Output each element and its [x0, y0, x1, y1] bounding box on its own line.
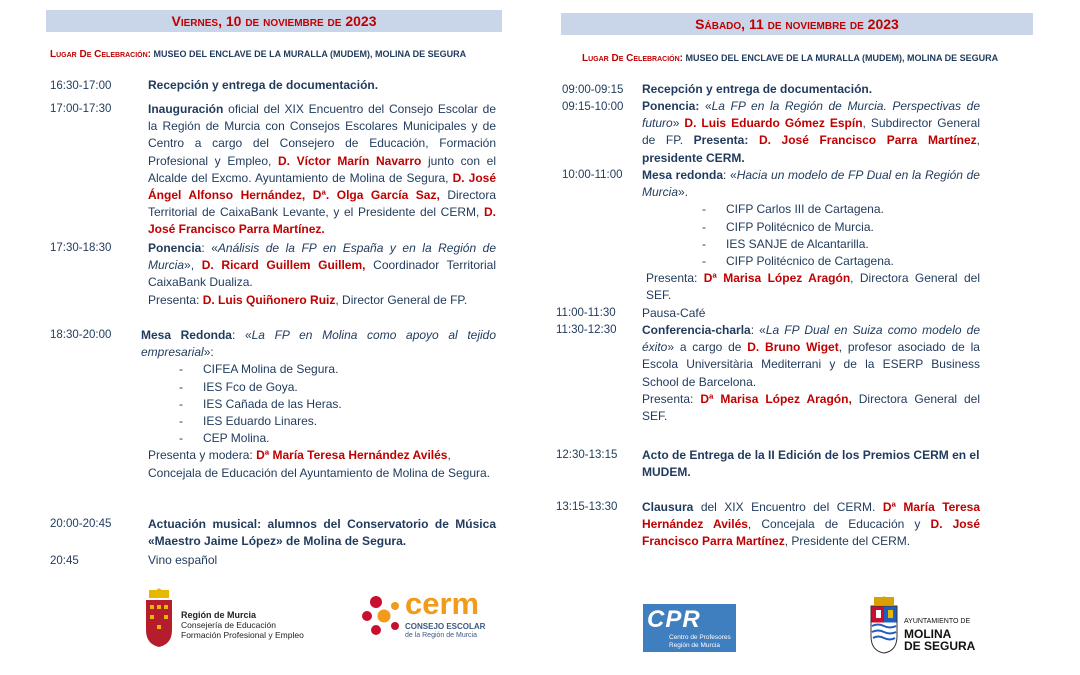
speaker-name: D. José Francisco Parra Martínez. — [148, 205, 496, 237]
time-slot: 09:15-10:00 — [562, 101, 624, 113]
time-slot: 16:30-17:00 — [50, 80, 112, 92]
time-slot: 20:00-20:45 — [50, 518, 112, 530]
saturday-venue — [582, 53, 998, 64]
time-slot: 20:45 — [50, 555, 79, 567]
agenda-item: Ponencia: «Análisis de la FP en España y en la Región de Murcia», D. Ricard Guillem Guillem, Coordinador Territorial CaixaBank Dualiza. Presenta: D. Luis Quiñonero Ruiz, Director General de FP. — [148, 240, 496, 309]
speaker-name: D. José Francisco Parra Martínez — [758, 133, 977, 148]
time-slot: 17:00-17:30 — [50, 103, 112, 115]
cpr-logo-line: Región de Murcia — [669, 642, 720, 649]
agenda-item: Vino español — [148, 553, 218, 567]
friday-venue — [50, 49, 466, 60]
venue-value: MUSEO DEL ENCLAVE DE LA MURALLA (MUDEM), MOLINA DE SEGURA — [151, 49, 467, 59]
cpr-logo — [643, 604, 736, 652]
agenda-item — [148, 77, 496, 94]
agenda-item: Acto de Entrega de la II Edición de los Premios CERM en el MUDEM. — [642, 448, 980, 480]
cerm-logo-line: CONSEJO ESCOLAR — [405, 622, 486, 631]
school-list — [642, 201, 980, 270]
speaker-name: D. Bruno Wiget — [747, 340, 839, 355]
presenter-line: Presenta: Dª Marisa López Aragón, Directora General del SEF. — [642, 391, 981, 424]
presenter-line: Presenta: D. Luis Quiñonero Ruiz, Director General de FP. — [148, 292, 468, 307]
cpr-logo-line: Centro de Profesores — [669, 634, 731, 641]
list-item: - CIFEA Molina de Segura. — [179, 362, 339, 377]
murcia-shield-icon — [143, 588, 175, 648]
agenda-item: Conferencia-charla: «La FP Dual en Suiza como modelo de éxito» a cargo de D. Bruno Wiget, profesor asociado de la Escola Universitària Mediterrani y de la ESERP Business School de Barcelona. Presenta: Dª Marisa López Aragón, Directora General del SEF. — [642, 322, 980, 425]
saturday-header: Sábado, 11 de noviembre de 2023 — [561, 13, 1033, 35]
cerm-wordmark: cerm — [405, 586, 480, 621]
time-slot: 10:00-11:00 — [562, 169, 623, 181]
speaker-name: D. José Ángel Alfonso Hernández, Dª. Olga García Saz, — [148, 170, 497, 203]
agenda-item: Recepción y entrega de documentación. — [642, 82, 873, 96]
region-murcia-logo — [143, 588, 313, 648]
list-item: - CIFP Politécnico de Murcia. — [702, 219, 874, 234]
cerm-logo — [362, 586, 494, 642]
molina-logo-line: AYUNTAMIENTO DE — [904, 618, 971, 625]
presenter-line: Presenta: Dª Marisa López Aragón, Directora General del SEF. — [646, 271, 980, 303]
time-slot: 17:30-18:30 — [50, 242, 112, 254]
agenda-item: Ponencia: «La FP en la Región de Murcia. Perspectivas de futuro» D. Luis Eduardo Gómez Espín, Subdirector General de FP. Presenta: D. José Francisco Parra Martínez, presidente CERM. — [642, 99, 981, 165]
speaker-name: D. José Francisco Parra Martínez — [642, 517, 980, 549]
agenda-item: Mesa Redonda: «La FP en Molina como apoyo al tejido empresarial»: - CIFEA Molina de Segura. - IES Fco de Goya. - IES Cañada de las Heras. - IES Eduardo Linares. - CEP Molina. Presenta y modera: Dª María Teresa Hernández Avilés, Concejala de Educación del Ayuntamiento de Molina de Segura. — [141, 327, 496, 482]
cpr-wordmark: CPR — [647, 606, 701, 633]
list-item: - CIFP Carlos III de Cartagena. — [702, 202, 884, 217]
time-slot: 11:00-11:30 — [556, 307, 616, 319]
murcia-logo-title: Región de Murcia — [181, 610, 257, 620]
time-slot: 18:30-20:00 — [50, 329, 112, 341]
list-item: - IES Eduardo Linares. — [179, 414, 318, 429]
molina-logo — [868, 596, 978, 654]
agenda-item: Pausa-Café — [642, 306, 706, 320]
list-item: - IES Fco de Goya. — [179, 379, 298, 394]
list-item: - IES Cañada de las Heras. — [179, 396, 342, 411]
murcia-logo-line: Formación Profesional y Empleo — [181, 630, 304, 640]
agenda-item: Mesa redonda: «Hacia un modelo de FP Dual en la Región de Murcia». - CIFP Carlos III de Cartagena. - CIFP Politécnico de Murcia. - IES SANJE de Alcantarilla. - CIFP Politécnico de Cartagena. Presenta: Dª Marisa López Aragón, Directora General del SEF. — [642, 167, 980, 305]
presenter-line: Presenta y modera: Dª María Teresa Hernández Avilés, Concejala de Educación del Ayuntamiento de Molina de Segura. — [148, 448, 491, 480]
list-item: - CIFP Politécnico de Cartagena. — [702, 254, 894, 269]
molina-shield-icon — [868, 596, 900, 654]
murcia-logo-line: Consejería de Educación — [181, 620, 276, 630]
venue-label: Lugar De Celebración: — [582, 53, 683, 64]
speaker-name: D. Luis Eduardo Gómez Espín — [684, 116, 863, 131]
cerm-logo-line: de la Región de Murcia — [405, 632, 477, 639]
agenda-item: Actuación musical: alumnos del Conservatorio de Música «Maestro Jaime López» de Molina de Segura. — [148, 517, 496, 549]
speaker-name: Dª María Teresa Hernández Avilés — [642, 500, 980, 532]
item-title: Recepción y entrega de documentación. — [148, 78, 379, 92]
venue-label: Lugar De Celebración: — [50, 49, 151, 60]
speaker-name: D. Ricard Guillem Guillem, — [201, 258, 366, 273]
friday-header: Viernes, 10 de noviembre de 2023 — [46, 10, 502, 32]
school-list — [141, 361, 496, 447]
agenda-item: Inauguración oficial del XIX Encuentro del Consejo Escolar de la Región de Murcia con Consejos Escolares Municipales y de Centro a cargo del Consejero de Educación, Formación Profesional y Empleo, D. Víctor Marín Navarro junto con el Alcalde del Excmo. Ayuntamiento de Molina de Segura, D. José Ángel Alfonso Hernández, Dª. Olga García Saz, Directora Territorial de CaixaBank Levante, y el Presidente del CERM, D. José Francisco Parra Martínez. — [148, 102, 497, 237]
agenda-item: Clausura del XIX Encuentro del CERM. Dª María Teresa Hernández Avilés, Concejala de Educación y D. José Francisco Parra Martínez, Presidente del CERM. — [642, 500, 980, 549]
venue-value: MUSEO DEL ENCLAVE DE LA MURALLA (MUDEM), MOLINA DE SEGURA — [683, 53, 999, 63]
list-item: - CEP Molina. — [179, 431, 270, 446]
list-item: - IES SANJE de Alcantarilla. — [702, 236, 869, 251]
cerm-dots-icon — [362, 594, 404, 640]
molina-logo-title: MOLINA — [904, 627, 952, 641]
molina-logo-title: DE SEGURA — [904, 639, 976, 653]
time-slot: 09:00-09:15 — [562, 84, 624, 96]
time-slot: 11:30-12:30 — [556, 324, 617, 336]
time-slot: 13:15-13:30 — [556, 501, 618, 513]
time-slot: 12:30-13:15 — [556, 449, 618, 461]
speaker-name: D. Víctor Marín Navarro — [278, 153, 422, 168]
